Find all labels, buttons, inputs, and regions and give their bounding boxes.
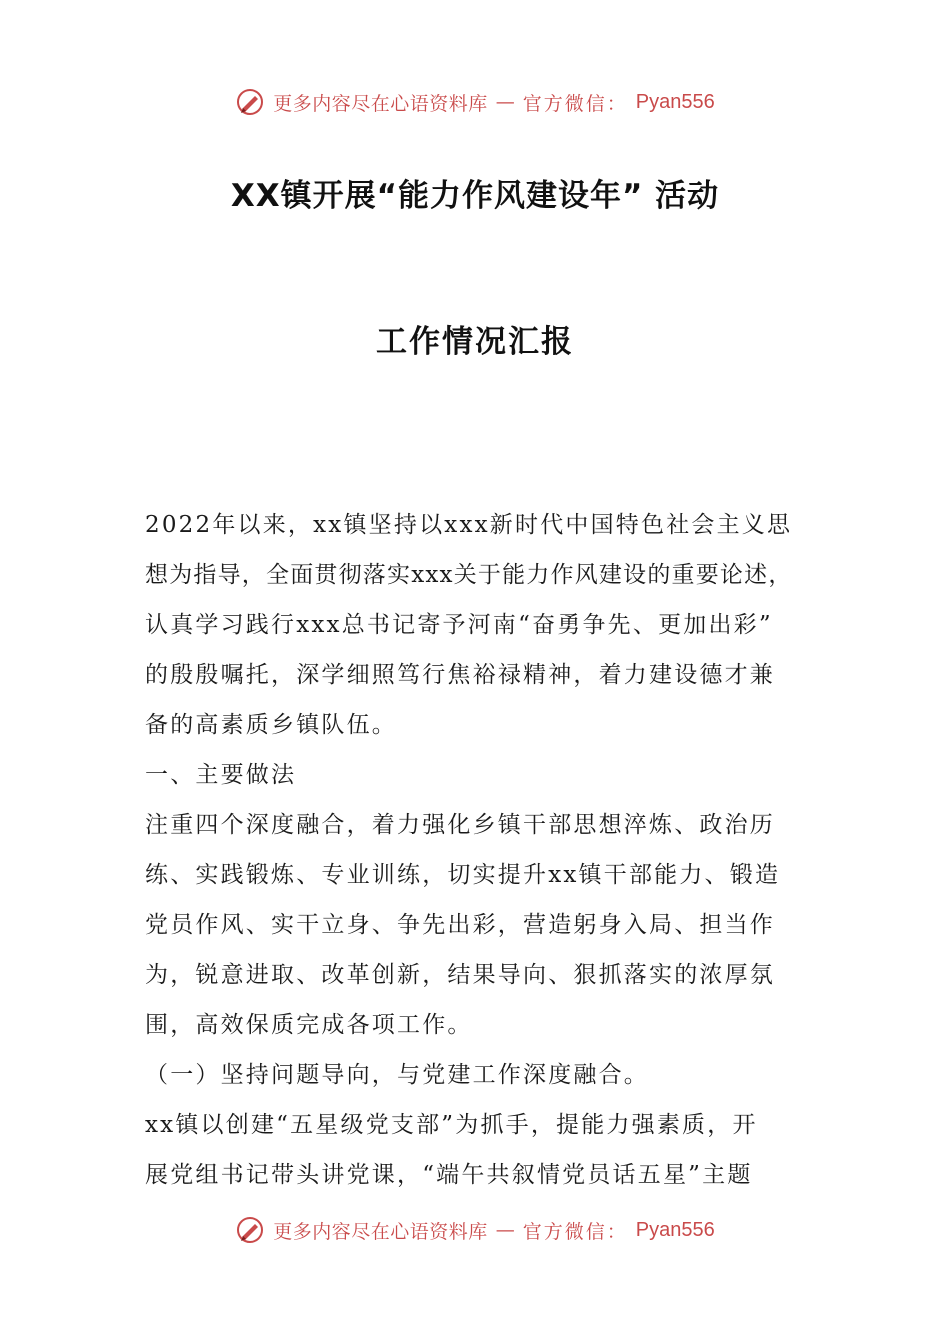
pen-logo-icon (235, 1215, 265, 1245)
body-line: 为，锐意进取、改革创新，结果导向、狠抓落实的浓厚氛 (145, 962, 775, 988)
body-line: 练、实践锻炼、专业训练，切实提升xx镇干部能力、锻造 (145, 862, 781, 888)
document-title-line2: 工作情况汇报 (376, 324, 574, 360)
watermark-header (0, 84, 950, 120)
watermark-text: 更多内容尽在心语资料库 (273, 1220, 488, 1243)
section-heading: 一、主要做法 (145, 762, 297, 788)
body-line: 想为指导，全面贯彻落实xxx关于能力作风建设的重要论述， (145, 562, 793, 588)
watermark-text: 更多内容尽在心语资料库 (273, 92, 488, 115)
pen-logo-icon (235, 87, 265, 117)
watermark-label: 官方微信： (522, 1220, 628, 1243)
body-line: 的殷殷嘱托，深学细照笃行焦裕禄精神，着力建设德才兼 (145, 662, 775, 688)
document-body (145, 500, 811, 1200)
body-line: 认真学习践行xxx总书记寄予河南“奋勇争先、更加出彩” (145, 612, 773, 638)
subsection-heading: （一）坚持问题导向，与党建工作深度融合。 (145, 1062, 649, 1088)
body-line: xx镇以创建“五星级党支部”为抓手，提能力强素质，开 (145, 1112, 758, 1138)
watermark-wechat-id: Pyan556 (635, 1218, 715, 1241)
body-line: 展党组书记带头讲党课，“端午共叙情党员话五星”主题 (145, 1162, 753, 1188)
body-line: 党员作风、实干立身、争先出彩，营造躬身入局、担当作 (145, 912, 775, 938)
watermark-label: 官方微信： (522, 92, 628, 115)
watermark-footer (0, 1212, 950, 1248)
body-line: 2022年以来，xx镇坚持以xxx新时代中国特色社会主义思 (145, 512, 793, 538)
watermark-wechat-id: Pyan556 (635, 90, 715, 113)
body-line: 备的高素质乡镇队伍。 (145, 712, 397, 738)
body-line: 注重四个深度融合，着力强化乡镇干部思想淬炼、政治历 (145, 812, 775, 838)
body-line: 围，高效保质完成各项工作。 (145, 1012, 473, 1038)
watermark-separator: — (495, 91, 515, 113)
document-title-line1: XX镇开展“能力作风建设年” 活动 (230, 178, 720, 214)
watermark-separator: — (495, 1219, 515, 1241)
